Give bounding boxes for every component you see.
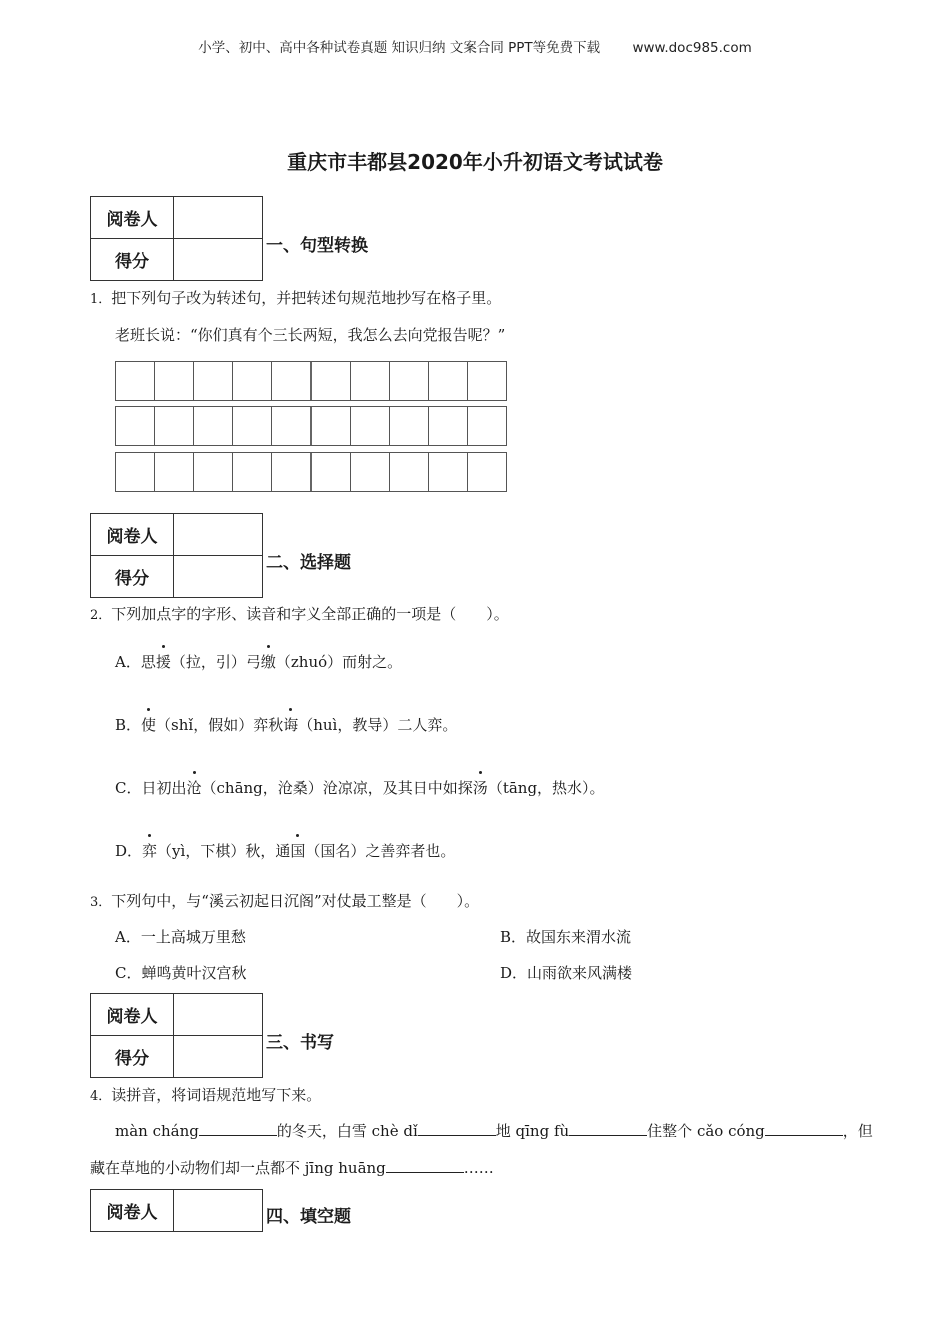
q2-number: 2． [90, 608, 112, 623]
option-label: C． [115, 779, 142, 797]
dotted-char: 沧 [186, 779, 202, 797]
answer-blank[interactable] [418, 1121, 496, 1136]
reviewer-label: 阅卷人 [91, 1190, 174, 1232]
q4-line-2 [90, 1157, 494, 1178]
option-text: 思 [140, 653, 156, 671]
dotted-char: 汤 [472, 779, 488, 797]
question-4 [90, 1084, 321, 1105]
section-2-heading: 二、选择题 [266, 553, 351, 573]
dotted-char: 国 [290, 842, 306, 860]
q4-text: 读拼音，将词语规范地写下来。 [111, 1086, 322, 1104]
q1-text: 把下列句子改为转述句，并把转述句规范地抄写在格子里。 [111, 289, 502, 307]
q2-option-a [115, 651, 402, 672]
dotted-char: 使 [141, 716, 157, 734]
score-label: 得分 [91, 239, 174, 281]
option-text: （shǐ，假如）弈秋 [156, 716, 284, 734]
q1-number: 1． [90, 292, 112, 307]
q2-text: 下列加点字的字形、读音和字义全部正确的一项是（ ）。 [111, 605, 509, 623]
page-title: 重庆市丰都县2020年小升初语文考试试卷 [287, 150, 663, 174]
section-4-heading: 四、填空题 [266, 1207, 351, 1227]
score-box-2 [90, 513, 263, 598]
score-blank [174, 1036, 263, 1078]
question-2 [90, 603, 509, 624]
pinyin-text: màn cháng [115, 1122, 199, 1140]
reviewer-blank [174, 514, 263, 556]
section-1-heading: 一、句型转换 [266, 236, 368, 256]
pinyin-text: 地 qīng fù [495, 1122, 570, 1140]
q4-line-1 [115, 1120, 873, 1141]
q3-option-d: D．山雨欲来风满楼 [500, 964, 633, 982]
dotted-char: 缴 [260, 653, 276, 671]
reviewer-blank [174, 994, 263, 1036]
option-label: A． [115, 653, 141, 671]
writing-grid-row-3[interactable] [115, 452, 507, 492]
score-box-4 [90, 1189, 263, 1232]
reviewer-blank [174, 1190, 263, 1232]
writing-grid-row-1[interactable] [115, 361, 507, 401]
header-site: www.doc985.com [632, 40, 752, 56]
answer-blank[interactable] [199, 1121, 277, 1136]
score-blank [174, 239, 263, 281]
dotted-char: 弈 [142, 842, 158, 860]
option-label: D． [115, 842, 143, 860]
page-header [0, 36, 950, 56]
question-3 [90, 890, 479, 911]
writing-grid-row-2[interactable] [115, 406, 507, 446]
q3-option-b: B．故国东来渭水流 [500, 928, 632, 946]
score-label: 得分 [91, 1036, 174, 1078]
question-1 [90, 287, 501, 308]
option-text: （yì，下棋）秋，通 [157, 842, 291, 860]
reviewer-label: 阅卷人 [91, 994, 174, 1036]
option-text: （huì，教导）二人弈。 [298, 716, 458, 734]
option-text: （国名）之善弈者也。 [305, 842, 456, 860]
pinyin-text: 藏在草地的小动物们却一点都不 jīng huāng [90, 1159, 386, 1177]
header-text: 小学、初中、高中各种试卷真题 知识归纳 文案合同 PPT等免费下载 [198, 40, 601, 56]
answer-blank[interactable] [765, 1121, 843, 1136]
dotted-char: 援 [155, 653, 171, 671]
dotted-char: 诲 [283, 716, 299, 734]
answer-blank[interactable] [386, 1158, 464, 1173]
option-text: （zhuó）而射之。 [275, 653, 403, 671]
reviewer-label: 阅卷人 [91, 514, 174, 556]
section-3-heading: 三、书写 [266, 1033, 334, 1053]
q2-option-c [115, 777, 605, 798]
pinyin-text: 的冬天，白雪 chè dǐ [276, 1122, 418, 1140]
score-box-3 [90, 993, 263, 1078]
option-text: （chāng，沧桑）沧凉凉，及其日中如探 [201, 779, 473, 797]
pinyin-text: 住整个 cǎo cóng [647, 1122, 765, 1140]
q3-option-c: C．蝉鸣黄叶汉宫秋 [115, 964, 247, 982]
option-text: （tāng，热水）。 [487, 779, 605, 797]
option-text: （拉，引）弓 [170, 653, 261, 671]
q1-quote: 老班长说：“你们真有个三长两短，我怎么去向党报告呢？” [115, 326, 506, 344]
answer-blank[interactable] [569, 1121, 647, 1136]
q3-option-a: A．一上高城万里愁 [115, 928, 246, 946]
reviewer-blank [174, 197, 263, 239]
option-text: 日初出 [141, 779, 187, 797]
option-label: B． [115, 716, 142, 734]
q3-text: 下列句中，与“溪云初起日沉阁”对仗最工整是（ ）。 [111, 892, 480, 910]
pinyin-text: …… [463, 1159, 494, 1177]
pinyin-text: ，但 [842, 1122, 873, 1140]
q3-number: 3． [90, 895, 112, 910]
q4-number: 4． [90, 1089, 112, 1104]
score-blank [174, 556, 263, 598]
q2-option-b [115, 714, 457, 735]
score-label: 得分 [91, 556, 174, 598]
reviewer-label: 阅卷人 [91, 197, 174, 239]
q2-option-d [115, 840, 455, 861]
score-box-1 [90, 196, 263, 281]
